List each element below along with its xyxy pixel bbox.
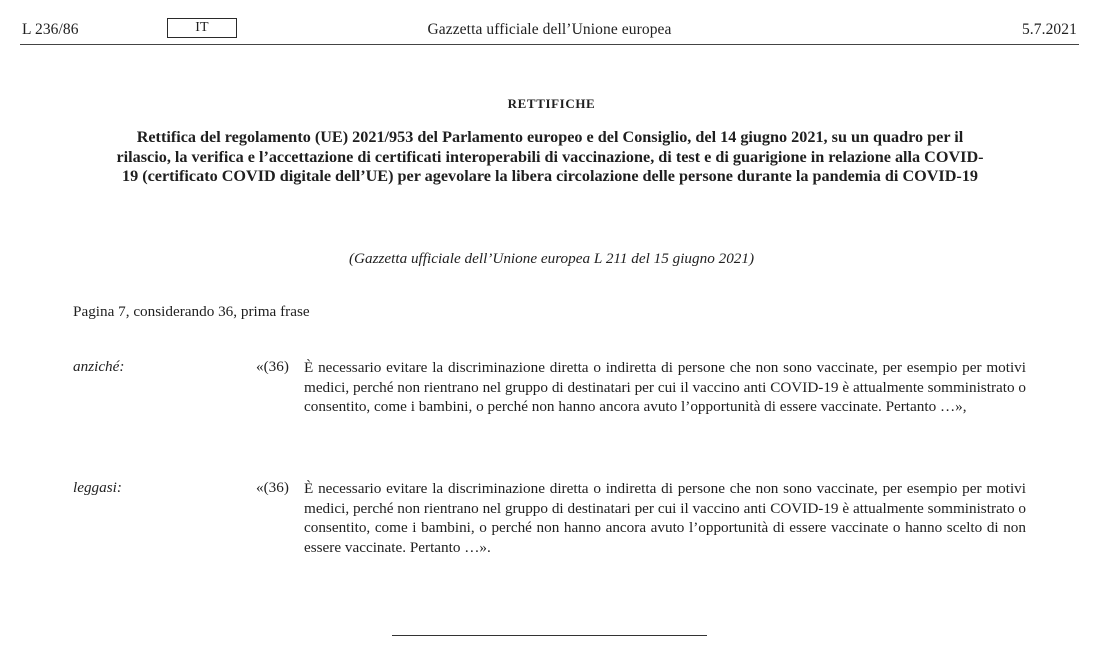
document-title: Rettifica del regolamento (UE) 2021/953 del Parlamento europeo e del Consiglio, del 14 giugno 2021, su un quadro per il rilascio, la verifica e l’accettazione di certificati interoperabili di vaccinazione, di test e di guarigione in relazione alla COVID-19 (certificato COVID digitale dell’UE) per agevolare la libera circolazione delle persone durante la pandemia di COVID-19 xyxy=(116,128,984,186)
correction-text-instead: È necessario evitare la discriminazione diretta o indiretta di persone che non sono vaccinate, per esempio per motivi medici, perché non rientrano nel gruppo di destinatari per cui il vaccino anti COVID-19 è attualmente somministrato o consentito, come i bambini, o perché non hanno ancora avuto l’opportunità di essere vaccinate. Pertanto …», xyxy=(304,359,1026,416)
section-title: RETTIFICHE xyxy=(507,96,596,111)
journal-name: Gazzetta ufficiale dell’Unione europea xyxy=(427,21,672,38)
correction-number-read: «(36) xyxy=(256,479,289,496)
correction-number-instead: «(36) xyxy=(256,358,289,375)
source-reference: (Gazzetta ufficiale dell’Unione europea L 211 del 15 giugno 2021) xyxy=(348,250,755,267)
page-reference: Pagina 7, considerando 36, prima frase xyxy=(73,303,310,320)
footer-divider xyxy=(392,635,707,636)
publication-date: 5.7.2021 xyxy=(1021,21,1077,38)
page-header xyxy=(22,18,1077,42)
correction-label-instead: anziché: xyxy=(73,358,125,375)
correction-label-read: leggasi: xyxy=(73,479,122,496)
language-badge: IT xyxy=(167,18,237,38)
header-divider xyxy=(20,44,1079,45)
correction-text-read: È necessario evitare la discriminazione diretta o indiretta di persone che non sono vaccinate, per esempio per motivi medici, perché non rientrano nel gruppo di destinatari per cui il vaccino anti COVID-19 è attualmente somministrato o consentito, come i bambini, o perché non hanno ancora avuto l’opportunità di essere vaccinate o hanno scelto di non essere vaccinate. Pertanto …». xyxy=(304,480,1026,556)
journal-reference: L 236/86 xyxy=(22,21,79,38)
